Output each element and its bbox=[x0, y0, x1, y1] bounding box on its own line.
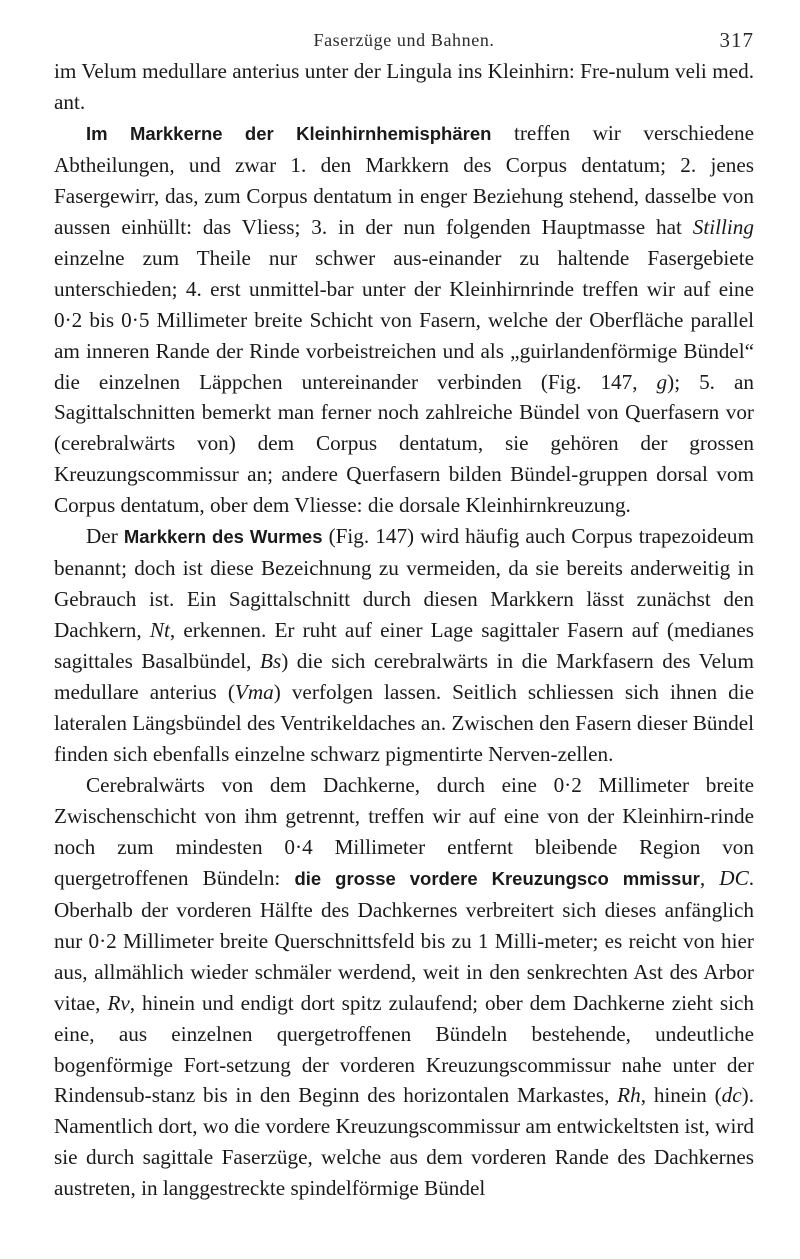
text-run: . Oberhalb der vorderen Hälfte des Dachkernes verbreitert sich dieses anfänglich nur 0·2 Millimeter breite Querschnittsfeld bis zu 1 Milli-meter; es reicht von hier aus, allmählich wieder schmäler werdend, weit in den senkrechten Ast des Arbor vitae, bbox=[54, 865, 755, 1015]
text-run: treffen wir verschiedene Abtheilungen, und zwar 1. den Markkern des Corpus dentatum; 2. jenes Fasergewirr, das, zum Corpus dentatum in enger Beziehung stehend, dasselbe von aussen einhüllt: das Vliess; 3. in der nun folgenden Hauptmasse hat bbox=[54, 120, 754, 239]
italic-term: Vma bbox=[234, 680, 274, 705]
bold-term: Im Markkerne der Kleinhirnhemisphären bbox=[86, 122, 492, 144]
italic-term: Nt bbox=[149, 618, 170, 643]
paragraph bbox=[54, 118, 754, 521]
text-run: Cerebralwärts von dem Dachkerne, durch eine 0·2 Millimeter breite Zwischenschicht von ihm getrennt, treffen wir auf eine von der Kleinhirn-rinde noch zum mindesten 0·4 Millimeter entfernt bleibende Region von quergetroffenen Bündeln: bbox=[54, 772, 754, 890]
text-run: , hinein und endigt dort spitz zulaufend; ober dem Dachkerne zieht sich eine, aus einzelnen quergetroffenen Bündeln bestehende, undeutliche bogenförmige Fort-setzung der vorderen Kreuzungscommissur nahe unter der Rindensub-stanz bis in den Beginn des horizontalen Markastes, bbox=[54, 990, 754, 1108]
bold-term: Markkern des Wurmes bbox=[123, 526, 323, 548]
text-run: , erkennen. Er ruht auf einer Lage sagittaler Fasern auf (medianes sagittales Basalbündel, bbox=[54, 618, 754, 674]
body-text bbox=[54, 56, 754, 1204]
text-run: ) verfolgen lassen. Seitlich schliessen sich ihnen die lateralen Längsbündel des Ventrikeldaches an. Zwischen den Fasern dieser Bündel finden sich ebenfalls einzelne schwarz pigmentirte Nerven-zellen. bbox=[54, 680, 754, 766]
bold-term: die grosse vordere Kreuzungsco mmissur bbox=[294, 867, 700, 889]
italic-term: Rv bbox=[107, 990, 130, 1015]
text-run: (Fig. 147) wird häufig auch Corpus trapezoideum benannt; doch ist diese Bezeichnung zu vermeiden, da sie bereits anderweitig in Gebrauch ist. Ein Sagittalschnitt durch diesen Markkern lässt zunächst den Dachkern, bbox=[54, 524, 754, 643]
italic-term: DC bbox=[719, 865, 749, 890]
text-run: , bbox=[699, 865, 720, 890]
italic-term: dc bbox=[721, 1083, 742, 1108]
text-run: im Velum medullare anterius unter der Lingula ins Kleinhirn: Fre-nulum veli med. ant. bbox=[54, 59, 754, 114]
italic-term: Bs bbox=[260, 649, 282, 674]
running-title: Faserzüge und Bahnen. bbox=[313, 30, 495, 50]
text-run: einzelne zum Theile nur schwer aus-einander zu haltende Fasergebiete unterschieden; 4. erst unmittel-bar unter der Kleinhirnrinde treffen wir auf eine 0·2 bis 0·5 Millimeter breite Schicht von Fasern, welche der Oberfläche parallel am inneren Rande der Rinde vorbeistreichen und als „guirlandenförmige Bündel“ die einzelnen Läppchen untereinander verbinden (Fig. 147, bbox=[54, 245, 754, 394]
text-run: Der bbox=[86, 524, 124, 549]
text-run: , hinein ( bbox=[640, 1083, 722, 1108]
italic-term: g bbox=[656, 369, 668, 394]
paragraph bbox=[54, 56, 754, 118]
text-run: ) die sich cerebralwärts in die Markfasern des Velum medullare anterius ( bbox=[54, 649, 754, 705]
page-number: 317 bbox=[719, 28, 754, 52]
italic-term: Rh bbox=[617, 1083, 641, 1108]
text-run: ); 5. an Sagittalschnitten bemerkt man ferner noch zahlreiche Bündel von Querfasern vor (cerebralwärts von) dem Corpus dentatum, sie gehören der grossen Kreuzungscommissur an; andere Querfasern bilden Bündel-gruppen dorsal vom Corpus dentatum, ober dem Vliesse: die dorsale Kleinhirnkreuzung. bbox=[54, 369, 754, 518]
text-run: ). Namentlich dort, wo die vordere Kreuzungscommissur am entwickeltsten ist, wird sie durch sagittale Faserzüge, welche aus dem vorderen Rande des Dachkernes austreten, in langgestreckte spindelförmige Bündel bbox=[54, 1083, 754, 1201]
paragraph bbox=[54, 521, 754, 770]
italic-term: Stilling bbox=[692, 214, 754, 239]
paragraph bbox=[54, 770, 754, 1204]
book-page bbox=[54, 0, 754, 1259]
page-header bbox=[54, 0, 754, 52]
